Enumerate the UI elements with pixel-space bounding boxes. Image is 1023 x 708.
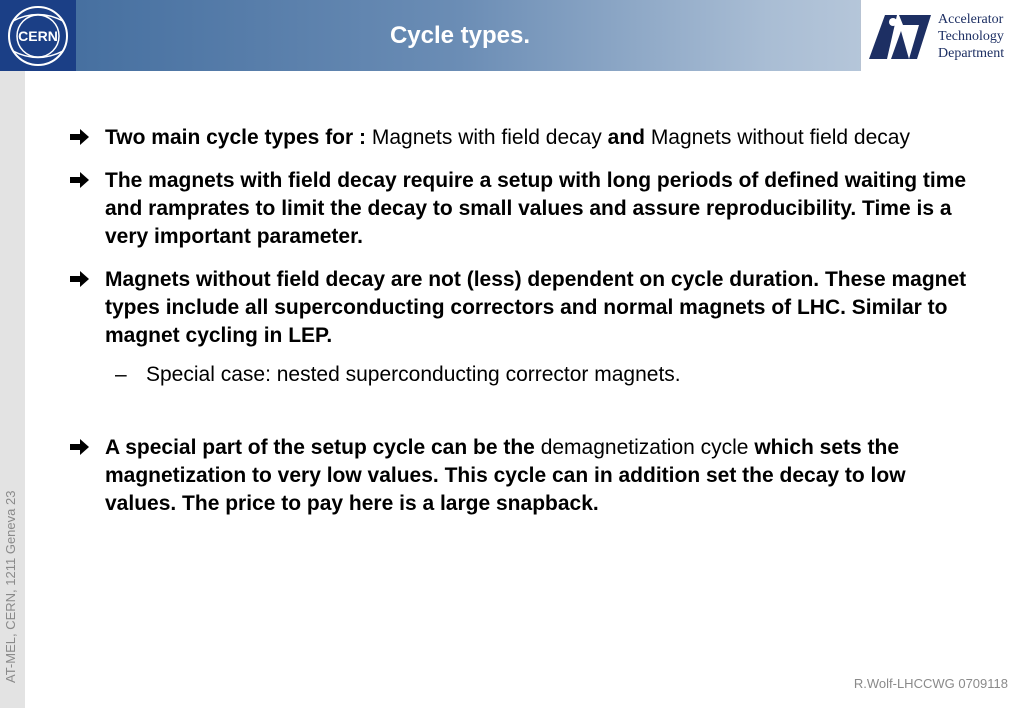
sub-bullet-text: Special case: nested superconducting corrector magnets. xyxy=(146,363,681,386)
dash-glyph: – xyxy=(115,363,127,386)
bullet-item xyxy=(70,434,970,518)
atd-line-2: Technology xyxy=(938,29,1004,44)
bullet-1-part-3: and xyxy=(607,126,645,149)
atd-logo xyxy=(860,0,1023,71)
atd-mark-icon xyxy=(869,13,933,61)
header-bar xyxy=(0,0,1023,71)
atd-logo-text xyxy=(938,11,1004,62)
bullet-1-part-2: Magnets with field decay xyxy=(366,126,608,149)
bullet-4-part-1: A special part of the setup cycle can be the xyxy=(105,436,535,459)
bullet-item xyxy=(70,124,970,152)
bullet-1-part-1: Two main cycle types for : xyxy=(105,126,367,149)
side-address-text: AT-MEL, CERN, 1211 Geneva 23 xyxy=(3,490,18,683)
right-arrow-icon xyxy=(70,128,90,146)
bullet-3-text: Magnets without field decay are not (less) dependent on cycle duration. These magnet types include all superconducting correctors and normal magnets of LHC. Similar to magnet cycling in LEP. xyxy=(105,268,967,347)
right-arrow-icon xyxy=(70,171,90,189)
bullet-4-part-2: demagnetization cycle xyxy=(534,436,755,459)
cern-logo-icon xyxy=(3,3,73,68)
bullet-item xyxy=(70,167,970,251)
right-arrow-icon xyxy=(70,270,90,288)
footer-reference: R.Wolf-LHCCWG 0709118 xyxy=(853,676,1008,691)
bullet-2-text: The magnets with field decay require a setup with long periods of defined waiting time and ramprates to limit the decay to small values and assure reproducibility. Time is a very important parameter. xyxy=(105,169,967,248)
bullet-item xyxy=(70,266,970,350)
atd-line-1: Accelerator xyxy=(938,12,1004,27)
right-arrow-icon xyxy=(70,438,90,456)
bullet-4-part-3: which sets the magnetization to very low values. This cycle can in addition set the decay to low values. The price to pay here is a large snapback. xyxy=(105,436,906,515)
cern-logo-text: CERN xyxy=(18,28,58,44)
atd-line-3: Department xyxy=(938,46,1005,61)
bullet-1-part-4: Magnets without field decay xyxy=(644,126,910,149)
cern-logo xyxy=(0,0,76,71)
page-title: Cycle types. xyxy=(389,22,531,49)
sub-bullet-item xyxy=(70,361,970,389)
slide-content xyxy=(70,124,970,533)
